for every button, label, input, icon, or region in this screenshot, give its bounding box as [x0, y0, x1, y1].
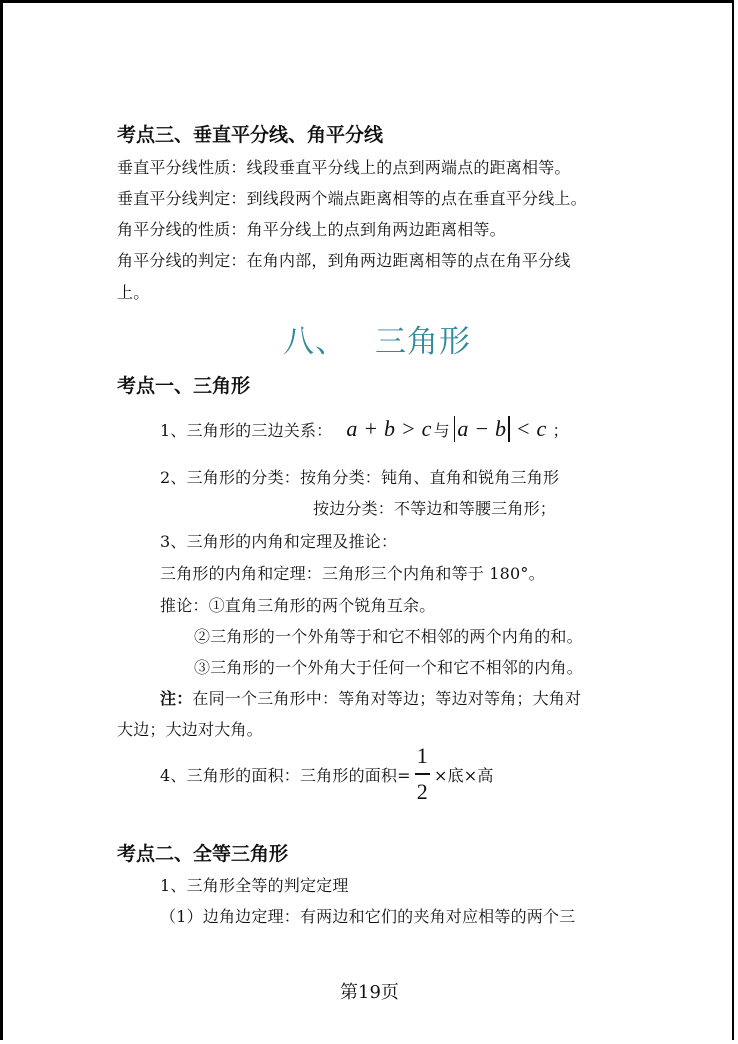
area-formula-line — [160, 744, 494, 804]
paragraph-line: 2、三角形的分类：按角分类：钝角、直角和锐角三角形 — [160, 468, 560, 487]
fraction-denominator: 2 — [416, 778, 428, 804]
paragraph-line: 按边分类：不等边和等腰三角形； — [313, 499, 557, 518]
chapter-name: 三角形 — [375, 324, 471, 360]
note-text: 在同一个三角形中：等角对等边；等边对等角；大角对 — [192, 689, 582, 708]
section-heading-kp2: 考点二、全等三角形 — [117, 843, 289, 865]
connector-text: 与 — [433, 421, 450, 440]
math-abs-expression: a − b — [457, 416, 507, 441]
item-label: 1、三角形的三边关系： — [160, 421, 333, 440]
paragraph-line: 垂直平分线判定：到线段两个端点距离相等的点在垂直平分线上。 — [117, 189, 587, 208]
math-expression: < c — [515, 416, 547, 441]
fraction-bar — [415, 773, 430, 775]
paragraph-line: ③三角形的一个外角大于任何一个和它不相邻的内角。 — [194, 658, 583, 677]
math-expression: a + b > c — [346, 416, 432, 441]
note-line — [160, 686, 581, 709]
punctuation: ； — [552, 421, 569, 440]
chapter-number: 八、 — [283, 324, 347, 360]
formula-line — [160, 416, 569, 442]
paragraph-line: 上。 — [117, 283, 150, 302]
paragraph-line: （1）边角边定理：有两边和它们的夹角对应相等的两个三 — [160, 907, 576, 926]
note-label: 注： — [160, 689, 193, 708]
paragraph-line: 角平分线的判定：在角内部，到角两边距离相等的点在角平分线 — [117, 251, 571, 270]
chapter-title — [283, 316, 471, 361]
paragraph-line: 角平分线的性质：角平分线上的点到角两边距离相等。 — [117, 220, 506, 239]
paragraph-line: 3、三角形的内角和定理及推论： — [160, 532, 398, 551]
section-heading-kp1: 考点一、三角形 — [117, 375, 251, 397]
paragraph-line: 大边；大边对大角。 — [117, 720, 263, 739]
fraction — [415, 745, 430, 803]
paragraph-line: 推论：①直角三角形的两个锐角互余。 — [160, 596, 436, 615]
paragraph-line: ②三角形的一个外角等于和它不相邻的两个内角的和。 — [194, 627, 583, 646]
abs-bar-left — [454, 416, 456, 442]
paragraph-line: 垂直平分线性质：线段垂直平分线上的点到两端点的距离相等。 — [117, 158, 571, 177]
fraction-numerator: 1 — [416, 743, 428, 769]
page-number: 第19页 — [340, 982, 399, 1003]
section-heading-kp3: 考点三、垂直平分线、角平分线 — [117, 124, 384, 146]
paragraph-line: 1、三角形全等的判定定理 — [160, 876, 349, 895]
paragraph-line: 三角形的内角和定理：三角形三个内角和等于 180°。 — [160, 564, 545, 583]
abs-bar-right — [508, 416, 510, 442]
item-label: 4、三角形的面积：三角形的面积= — [160, 765, 411, 785]
formula-tail: ×底×高 — [434, 765, 494, 785]
